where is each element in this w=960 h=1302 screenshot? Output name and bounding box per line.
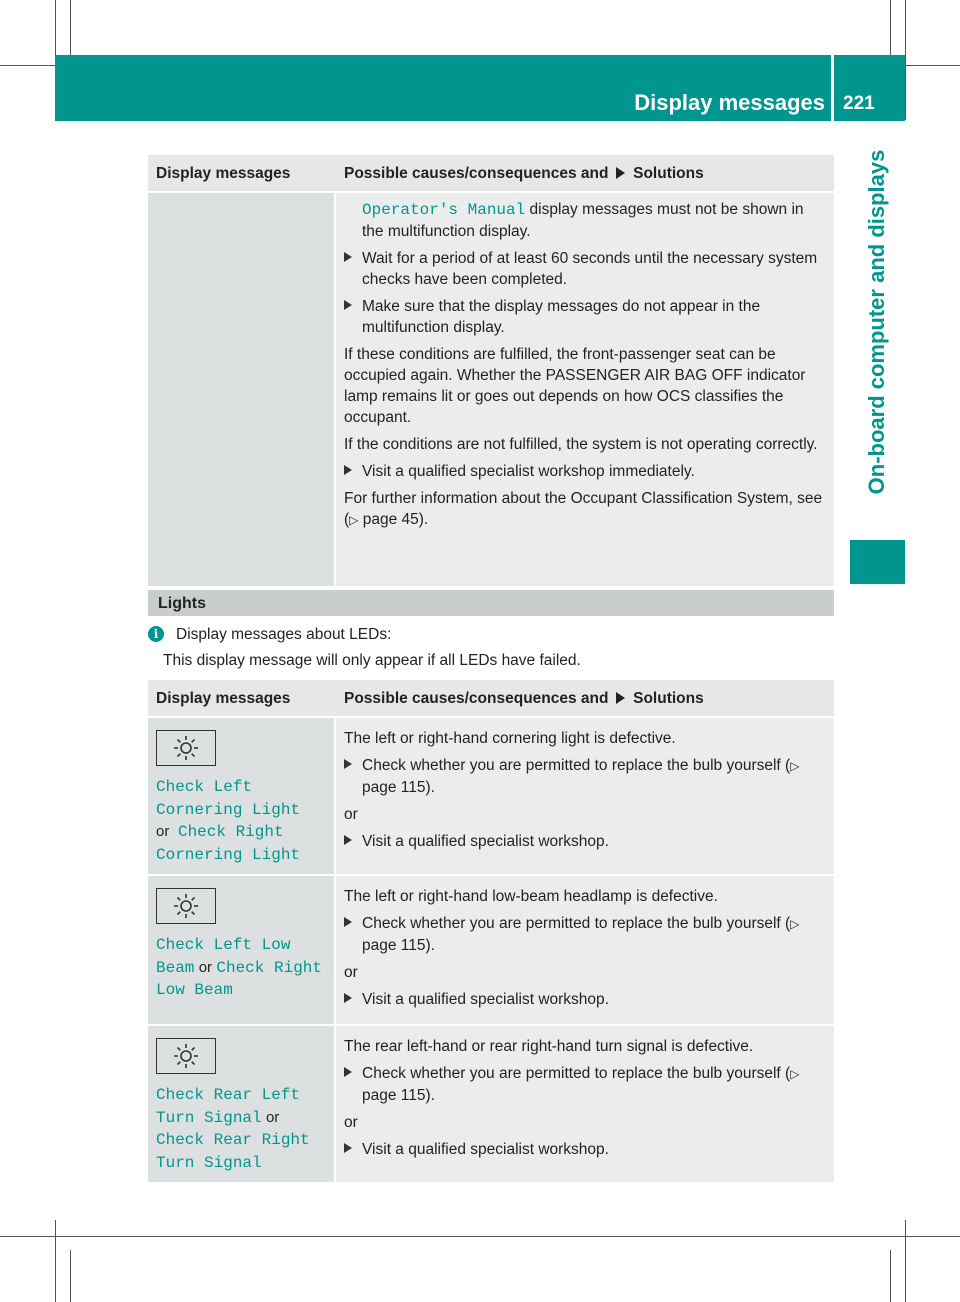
column-header-causes-label: Possible causes/consequences and [344,689,609,707]
message-cell [148,1026,336,1184]
step-text: Make sure that the display messages do not appear in the multifunction display. [362,298,761,336]
or-label: or [156,823,170,840]
step-text: Visit a qualified specialist workshop. [362,833,609,850]
paragraph: If the conditions are not fulfilled, the system is not operating correctly. [344,436,818,453]
arrow-icon [344,252,352,262]
display-message-text: Check Right Cornering Light [156,823,301,864]
column-header-causes-label: Possible causes/consequences and [344,164,609,182]
solution-cell [336,193,834,588]
page-ref-link[interactable]: page 45). [358,511,429,528]
page-ref-text: For further information about the Occupant Classification System, see ( [344,490,823,528]
display-message-text: Check Left Cornering Light [156,778,301,819]
paragraph: If these conditions are fulfilled, the front-passenger seat can be occupied again. Whether the PASSENGER AIR BAG OFF indicator lamp remains lit or goes out depends on how OCS classifies the occupant. [344,346,806,426]
lead-text: display messages must not be shown in the multifunction display. [362,201,804,240]
step-text: Visit a qualified specialist workshop immediately. [362,463,695,480]
step-text: Visit a qualified specialist workshop. [362,991,609,1008]
step-text: Check whether you are permitted to replace the bulb yourself ( [362,757,791,774]
chapter-tab-marker [850,540,905,584]
column-header-display-messages: Display messages [148,155,336,193]
step-text: Check whether you are permitted to replace the bulb yourself ( [362,1065,791,1082]
header-separator [831,55,834,121]
info-line: Display messages about LEDs: [176,626,392,643]
or-label: or [344,964,358,981]
step-text: Wait for a period of at least 60 seconds until the necessary system checks have been completed. [362,250,818,288]
arrow-icon [344,917,352,927]
chapter-tab-label: On-board computer and displays [864,149,889,495]
paragraph [344,488,826,531]
column-header-display-messages: Display messages [148,680,336,718]
section-heading [148,590,834,616]
section-title: Lights [158,595,206,612]
step-text: Check whether you are permitted to replace the bulb yourself ( [362,915,791,932]
info-line: This display message will only appear if all LEDs have failed. [163,652,581,669]
display-message-text: Check Rear Left Turn Signal [156,1086,301,1127]
column-header-causes-solutions [336,680,834,718]
arrow-icon [344,835,352,845]
crop-mark [905,0,906,120]
page-ref-link[interactable]: page 115). [362,1087,435,1104]
crop-mark [0,1236,960,1237]
message-cell [148,718,336,876]
solution-cell [336,876,834,1026]
page-ref-icon: ▷ [349,513,359,527]
instruction-step [344,296,826,338]
solution-cell [336,1026,834,1184]
display-message-text: Check Rear Right Turn Signal [156,1131,310,1172]
instruction-step [344,913,826,956]
display-message-text: Check Right Low Beam [156,958,322,999]
arrow-icon [344,1143,352,1153]
table-row [148,876,834,1026]
or-label: or [265,1108,280,1126]
instruction-step [344,248,826,290]
instruction-step [344,461,826,482]
column-header-causes-solutions [336,155,834,193]
column-header-solutions-label: Solutions [633,164,704,182]
table-row [148,193,834,588]
cause-text: The rear left-hand or rear right-hand turn signal is defective. [344,1038,754,1055]
arrow-icon [344,1067,352,1077]
page-number: 221 [843,93,875,114]
crop-mark [905,1220,906,1302]
table-row [148,718,834,876]
lights-messages-table [148,680,834,1184]
instruction-step [344,989,826,1010]
message-cell [148,876,336,1026]
arrow-icon [616,692,625,704]
arrow-icon [344,759,352,769]
cause-text: The left or right-hand low-beam headlamp is defective. [344,888,718,905]
message-cell [148,193,336,588]
table-row [148,1026,834,1184]
arrow-icon [344,300,352,310]
page-title: Display messages [634,90,825,115]
crop-mark [70,1250,71,1302]
page-ref-icon: ▷ [790,1067,800,1081]
instruction-step [344,755,826,798]
display-message-text: Check Left Low Beam [156,936,291,977]
or-label: or [198,958,213,976]
instruction-step [344,831,826,852]
column-header-solutions-label: Solutions [633,689,704,707]
crop-mark [890,0,891,55]
crop-mark [70,0,71,55]
solution-cell [336,718,834,876]
crop-mark [55,1220,56,1302]
or-label: or [344,1114,358,1131]
page-ref-link[interactable]: page 115). [362,779,435,796]
crop-mark [890,1250,891,1302]
display-messages-table-continued [148,155,834,588]
bulb-warning-icon [156,1038,216,1074]
arrow-icon [616,167,625,179]
instruction-step [344,1139,826,1160]
bulb-warning-icon [156,730,216,766]
page-ref-link[interactable]: page 115). [362,937,435,954]
arrow-icon [344,993,352,1003]
bulb-warning-icon [156,888,216,924]
page-ref-icon: ▷ [790,917,800,931]
page-ref-icon: ▷ [790,759,800,773]
info-icon: i [148,626,164,642]
cause-text: The left or right-hand cornering light is defective. [344,730,676,747]
or-label: or [344,806,358,823]
step-text: Visit a qualified specialist workshop. [362,1141,609,1158]
instruction-step [344,1063,826,1106]
display-message-text: Operator's Manual [362,201,526,219]
arrow-icon [344,465,352,475]
